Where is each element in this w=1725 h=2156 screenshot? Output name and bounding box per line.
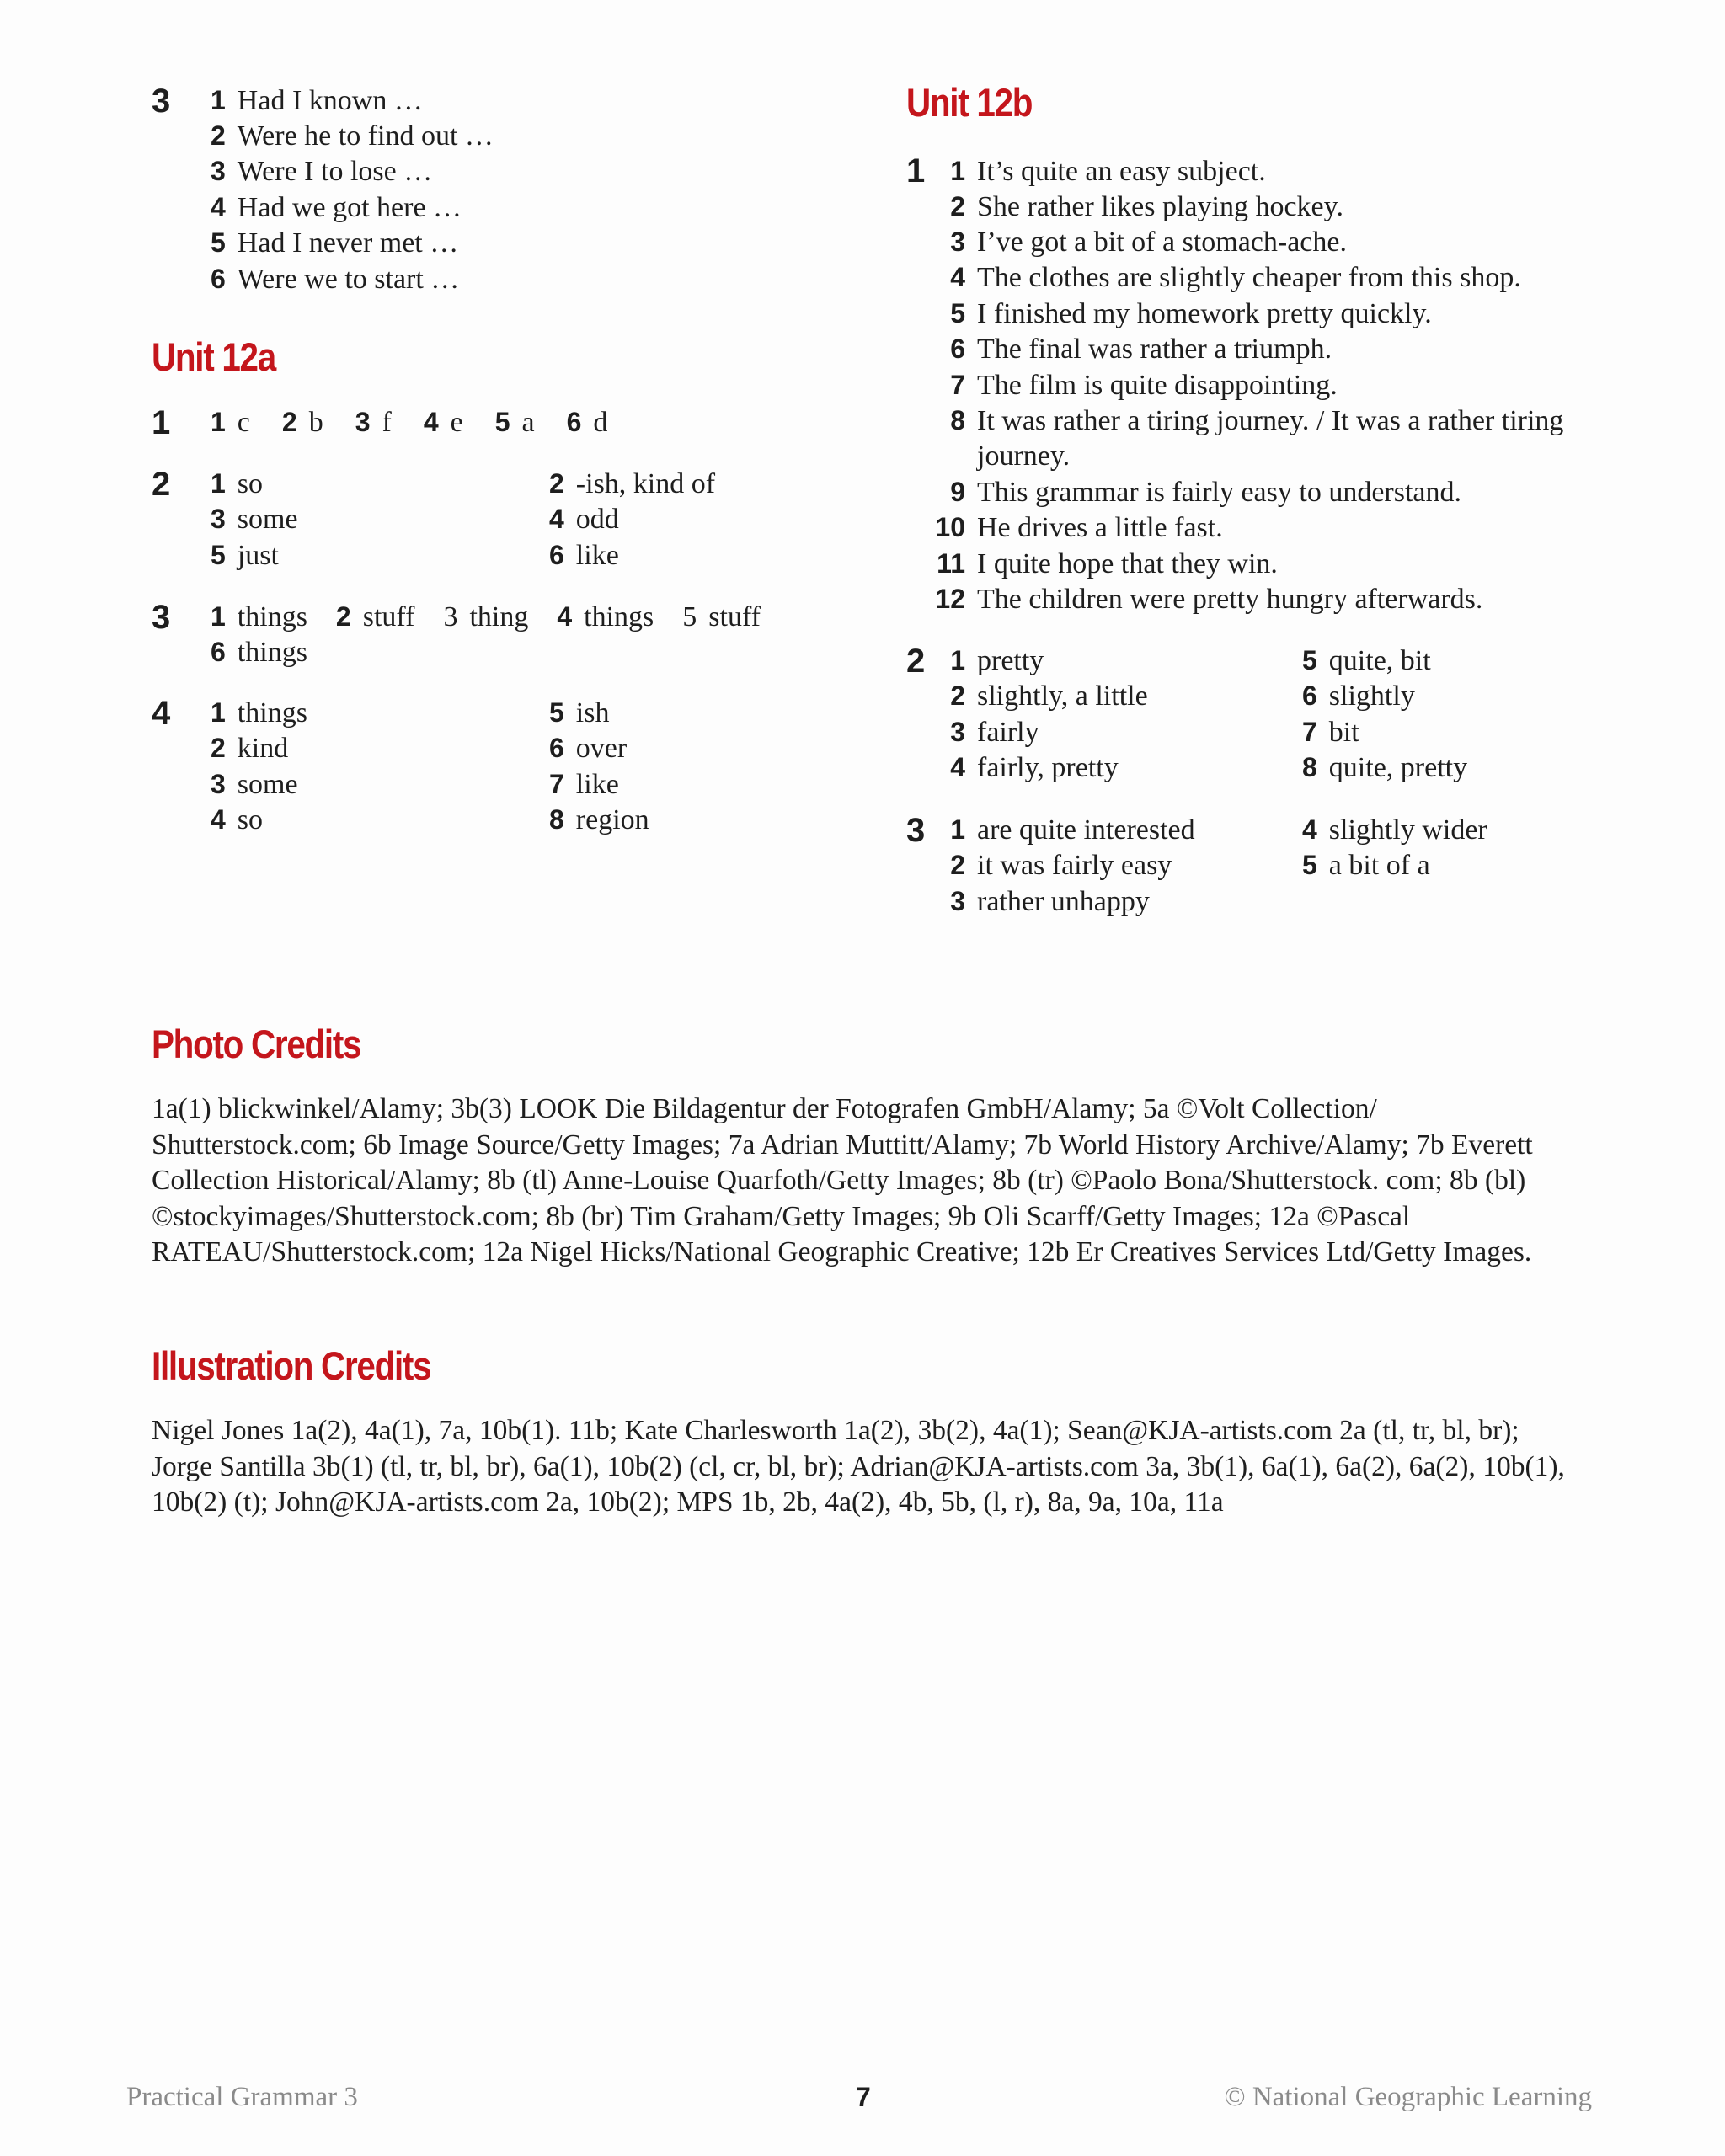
answer-item: 6 slightly <box>1302 680 1415 712</box>
answer-item: 1 are quite interested <box>950 814 1195 846</box>
answer-item: 10 He drives a little fast. <box>935 512 1223 543</box>
footer-book-title: Practical Grammar 3 <box>126 2082 358 2112</box>
answer-item: 7 like <box>549 769 619 800</box>
answer-item: 1 so <box>211 468 264 499</box>
answer-item: 6 The final was rather a triumph. <box>950 334 1332 365</box>
answer-item: 7 bit <box>1302 717 1359 748</box>
answer-item: 5 I finished my homework pretty quickly. <box>950 298 1432 329</box>
answer-item: 3 some <box>211 769 298 800</box>
answer-item: 2 She rather likes playing hockey. <box>950 191 1343 222</box>
page-number: 7 <box>856 2082 871 2112</box>
answer-item: 2 slightly, a little <box>950 680 1148 712</box>
exercise-number: 3 <box>906 812 926 849</box>
answer-item: 2 -ish, kind of <box>549 468 716 499</box>
exercise-number: 2 <box>906 643 926 680</box>
exercise-number: 1 <box>152 404 171 441</box>
exercise-number: 2 <box>152 466 171 503</box>
answer-item: 2 it was fairly easy <box>950 850 1172 881</box>
answer-item: 6 things <box>211 637 307 668</box>
answer-item: 4 fairly, pretty <box>950 752 1119 783</box>
answer-item: 2 kind <box>211 733 289 764</box>
answer-item: 1 pretty <box>950 645 1044 676</box>
answer-item: 3 some <box>211 504 298 535</box>
illustration-credits-heading: Illustration Credits <box>152 1343 431 1388</box>
answer-item: 6 like <box>549 540 619 571</box>
exercise-number: 3 <box>152 83 171 120</box>
answer-item: 4 The clothes are slightly cheaper from this shop. <box>950 262 1521 293</box>
illustration-credits-text: Nigel Jones 1a(2), 4a(1), 7a, 10b(1). 11b; Kate Charlesworth 1a(2), 3b(2), 4a(1); Sean@KJA-artists.com 2a (tl, tr, bl, br); Jorge Santilla 3b(1) (tl, tr, bl, br), 6a(1), 10b(2) (cl, cr, bl, br); Adrian@KJA-artists.com 3a, 3b(1), 6a(1), 6a(2), 6a(2), 10b(1), 10b(2) (t); John@KJA-artists.com 2a, 10b(2); MPS 1b, 2b, 4a(2), 4b, 5b, (l, r), 8a, 9a, 10a, 11a <box>152 1415 1565 1518</box>
answer-item: 7 The film is quite disappointing. <box>950 370 1338 401</box>
footer-copyright: © National Geographic Learning <box>1224 2082 1592 2112</box>
answer-item: 5 ish <box>549 697 610 728</box>
answer-item: 8 region <box>549 804 649 835</box>
answer-item: 1 Had I known … <box>211 85 423 116</box>
answer-item: 3 I’ve got a bit of a stomach-ache. <box>950 227 1347 258</box>
answer-row: 1 things 2 stuff 3 thing 4 things 5 stuff <box>211 601 761 632</box>
answer-item: 4 slightly wider <box>1302 814 1487 846</box>
answer-item: 12 The children were pretty hungry afterwards. <box>935 584 1483 615</box>
answer-item: 2 Were he to find out … <box>211 120 494 152</box>
unit-12a-heading: Unit 12a <box>152 334 275 379</box>
answer-item: 4 so <box>211 804 264 835</box>
answer-item: 1 things <box>211 697 307 728</box>
answer-item: 8 It was rather a tiring journey. / It was a rather tiring journey. <box>950 405 1564 472</box>
answer-item: 4 odd <box>549 504 619 535</box>
answer-item: 5 Had I never met … <box>211 227 459 259</box>
answer-item: 3 rather unhappy <box>950 886 1150 917</box>
photo-credits-text: 1a(1) blickwinkel/Alamy; 3b(3) LOOK Die Bildagentur der Fotografen GmbH/Alamy; 5a ©Volt Collection/ Shutterstock.com; 6b Image Source/Getty Images; 7a Adrian Muttitt/Alamy; 7b World History Archive/Alamy; 7b Everett Collection Historical/Alamy; 8b (tl) Anne-Louise Quarfoth/Getty Images; 8b (tr) ©Paolo Bona/Shutterstock. com; 8b (bl) ©stockyimages/Shutterstock.com; 8b (br) Tim Graham/Getty Images; 9b Oli Scarff/Getty Images; 12a ©Pascal RATEAU/Shutterstock.com; 12a Nigel Hicks/National Geographic Creative; 12b Er Creatives Services Ltd/Getty Images. <box>152 1093 1533 1267</box>
answer-item: 6 Were we to start … <box>211 264 460 295</box>
answer-row: 1 c 2 b 3 f 4 e 5 a 6 d <box>211 407 608 438</box>
unit-12b-heading: Unit 12b <box>906 80 1033 125</box>
answer-item: 8 quite, pretty <box>1302 752 1468 783</box>
answer-item: 6 over <box>549 733 628 764</box>
answer-item: 5 quite, bit <box>1302 645 1431 676</box>
answer-item: 1 It’s quite an easy subject. <box>950 156 1266 187</box>
answer-item: 4 Had we got here … <box>211 192 462 223</box>
answer-item: 5 a bit of a <box>1302 850 1430 881</box>
exercise-number: 4 <box>152 695 171 732</box>
answer-item: 11 I quite hope that they win. <box>937 548 1278 579</box>
exercise-number: 1 <box>906 152 926 189</box>
answer-item: 5 just <box>211 540 279 571</box>
answer-item: 9 This grammar is fairly easy to understand. <box>950 477 1462 508</box>
photo-credits-heading: Photo Credits <box>152 1022 361 1066</box>
answer-item: 3 fairly <box>950 717 1039 748</box>
answer-item: 3 Were I to lose … <box>211 156 433 187</box>
exercise-number: 3 <box>152 599 171 636</box>
